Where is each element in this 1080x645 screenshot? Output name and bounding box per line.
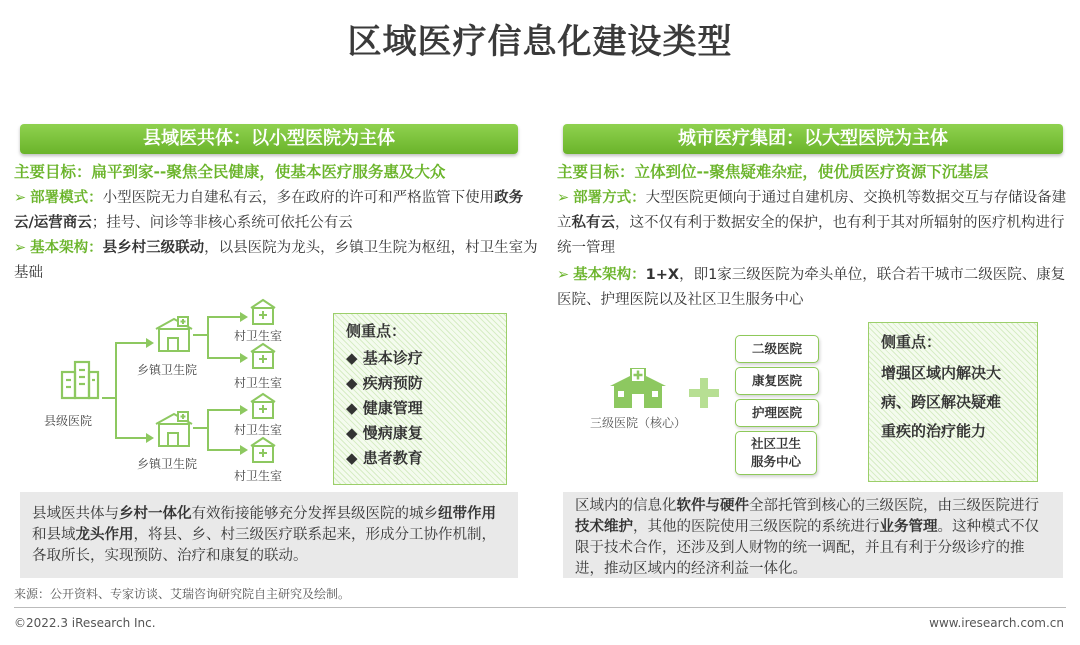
source-note: 来源：公开资料、专家访谈、艾瑞咨询研究院自主研究及绘制。 <box>14 587 351 601</box>
town-hospital-label: 乡镇卫生院 <box>137 363 198 377</box>
county-hospital-label: 县级医院 <box>44 414 93 428</box>
footer-url[interactable]: www.iresearch.com.cn <box>929 616 1064 630</box>
page-title: 区域医疗信息化建设类型 <box>347 22 733 62</box>
left-banner: 县域医共体：以小型医院为主体 <box>20 124 518 154</box>
connector-lines <box>102 317 240 450</box>
county-hospital-icon <box>62 362 98 398</box>
village-clinic-icon <box>251 394 275 418</box>
focus-item: ◆ 患者教育 <box>346 449 423 467</box>
left-summary-box <box>20 492 518 578</box>
secondary-hospital-pill: 二级医院 <box>735 335 819 363</box>
left-architecture: ➢ 基本架构：县乡村三级联动，以县医院为龙头，乡镇卫生院为枢纽，村卫生室为基础 <box>14 240 538 281</box>
diamond-bullet-icon: ◆ <box>346 374 358 392</box>
village-clinic-label: 村卫生室 <box>234 469 283 483</box>
diamond-bullet-icon: ◆ <box>346 424 358 442</box>
diamond-bullet-icon: ◆ <box>346 449 358 467</box>
village-clinic-label: 村卫生室 <box>234 423 283 437</box>
left-deployment: ➢ 部署模式：小型医院无力自建私有云，多在政府的许可和严格监管下使用政务云/运营商云；挂号、问诊等非核心系统可依托公有云 <box>14 190 524 231</box>
arrow-icon: ➢ <box>557 190 570 206</box>
footer-divider <box>14 607 1066 608</box>
diamond-bullet-icon: ◆ <box>346 349 358 367</box>
tertiary-hospital-icon <box>610 368 666 408</box>
town-hospital-label: 乡镇卫生院 <box>137 457 198 471</box>
city-group-diagram <box>608 368 738 418</box>
plus-icon <box>689 378 719 408</box>
community-center-pill: 社区卫生 服务中心 <box>735 431 817 475</box>
nursing-hospital-pill: 护理医院 <box>735 399 819 427</box>
right-summary-box <box>563 492 1063 578</box>
diamond-bullet-icon: ◆ <box>346 399 358 417</box>
focus-item: ◆ 慢病康复 <box>346 424 423 442</box>
left-summary-text: 县域医共体与乡村一体化有效衔接能够充分发挥县级医院的城乡纽带作用和县域龙头作用，将县、乡、村三级医疗联系起来，形成分工协作机制，各取所长，实现预防、治疗和康复的联动。 <box>32 506 496 564</box>
right-goal: 主要目标：立体到位--聚焦疑难杂症，使优质医疗资源下沉基层 <box>557 163 989 181</box>
village-clinic-icon <box>251 344 275 368</box>
right-focus-box <box>868 322 1038 482</box>
focus-text: 增强区域内解决大 病、跨区解决疑难 重疾的治疗能力 <box>881 364 1002 440</box>
town-hospital-icon <box>156 317 192 351</box>
footer-copyright: ©2022.3 iResearch Inc. <box>14 616 156 630</box>
focus-item: ◆ 健康管理 <box>346 399 423 417</box>
arrow-icon: ➢ <box>557 267 570 283</box>
focus-item: ◆ 基本诊疗 <box>346 349 423 367</box>
village-clinic-icon <box>251 300 275 324</box>
right-summary-text: 区域内的信息化软件与硬件全部托管到核心的三级医院，由三级医院进行技术维护，其他的医院使用三级医院的系统进行业务管理。这种模式不仅限于技术合作，还涉及到人财物的统一调配，并且有利于分级诊疗的推进，推动区域内的经济利益一体化。 <box>575 498 1039 577</box>
left-goal: 主要目标：扁平到家--聚焦全民健康，使基本医疗服务惠及大众 <box>14 163 446 181</box>
arrow-icon: ➢ <box>14 240 27 256</box>
right-banner: 城市医疗集团：以大型医院为主体 <box>563 124 1063 154</box>
village-clinic-icon <box>251 438 275 462</box>
tertiary-hospital-label: 三级医院（核心） <box>590 416 687 430</box>
left-focus-box <box>333 313 507 485</box>
arrow-icon: ➢ <box>14 190 27 206</box>
focus-list <box>346 346 423 471</box>
arrow-heads <box>146 312 248 455</box>
focus-item: ◆ 疾病预防 <box>346 374 423 392</box>
village-clinic-label: 村卫生室 <box>234 329 283 343</box>
rehab-hospital-pill: 康复医院 <box>735 367 819 395</box>
village-clinic-label: 村卫生室 <box>234 376 283 390</box>
focus-title: 侧重点： <box>881 333 942 351</box>
right-architecture: ➢ 基本架构：1+X，即1家三级医院为牵头单位，联合若干城市二级医院、康复医院、护理医院以及社区卫生服务中心 <box>557 267 1066 308</box>
right-deployment: ➢ 部署方式：大型医院更倾向于通过自建机房、交换机等数据交互与存储设备建立私有云，这不仅有利于数据安全的保护，也有利于其对所辐射的医疗机构进行统一管理 <box>557 190 1067 256</box>
focus-title: 侧重点： <box>346 322 407 340</box>
town-hospital-icon <box>156 412 192 446</box>
